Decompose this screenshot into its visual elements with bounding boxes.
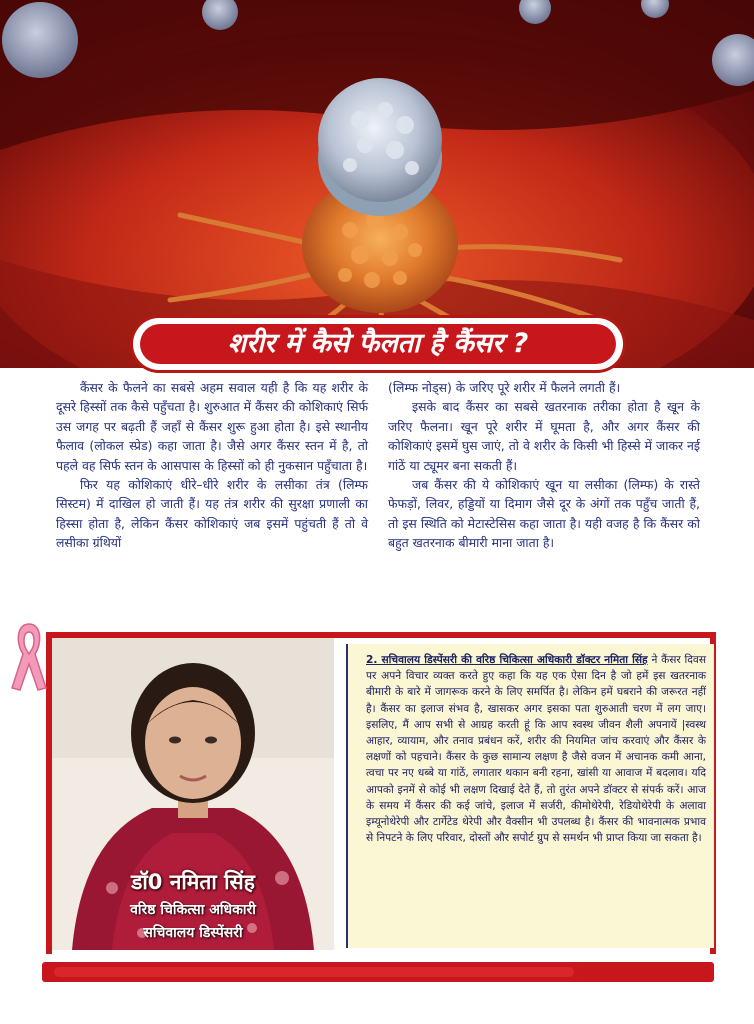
doctor-name: डॉ0 नमिता सिंह — [131, 870, 255, 894]
hero-illustration — [0, 0, 754, 368]
pink-ribbon-icon — [6, 618, 52, 692]
quote-box — [346, 644, 714, 948]
paragraph: कैंसर के फैलने का सबसे अहम सवाल यही है कि यह शरीर के दूसरे हिस्सों तक कैसे पहुँचता है। शुरुआत में कैंसर की कोशिकाएं सिर्फ उस जगह पर बढ़ती हैं जहाँ से कैंसर शुरू हुआ होता है। इसे स्थानीय फैलाव (लोकल स्प्रेड) कहा जाता है। जैसे अगर कैंसर स्तन में है, तो पहले वह सिर्फ स्तन के आसपास के हिस्सों को ही नुकसान पहुँचाता है। — [56, 380, 368, 473]
doctor-photo — [52, 638, 334, 950]
footer-bar-highlight — [54, 967, 574, 977]
article-right-column — [388, 378, 700, 553]
article-title: शरीर में कैसे फैलता है कैंसर ? — [140, 324, 616, 364]
cancer-cell-illustration — [0, 0, 754, 368]
paragraph: फिर यह कोशिकाएं धीरे–धीरे शरीर के लसीका तंत्र (लिम्फ सिस्टम) में दाखिल हो जाती हैं। यह तंत्र शरीर की सुरक्षा प्रणाली का हिस्सा होता है, लेकिन कैंसर कोशिकाएं जब इसमें पहुंचती हैं तो वे लसीका ग्रंथियों — [56, 477, 368, 551]
doctor-office: सचिवालय डिस्पेंसरी — [143, 925, 243, 941]
article-left-column — [56, 378, 368, 553]
quote-body: ने कैंसर दिवस पर अपने विचार व्यक्त करते हुए कहा कि यह एक ऐसा दिन है जो हमें इस खतरनाक बीमारी के बारे में जागरूक करने के लिए समर्पित है। लेकिन हमें घबराने की जरूरत नहीं है। कैंसर का इलाज संभव है, खासकर अगर इसका पता शुरुआती चरण में लग जाए। इसलिए, मैं आप सभी से आग्रह करती हूं कि आप स्वस्थ जीवन शैली अपनायें |स्वस्थ आहार, व्यायाम, और तनाव प्रबंधन करें, शरीर की नियमित जांच करवाएं और कैंसर के लक्षणों को पहचाने। कैंसर के कुछ सामान्य लक्षण है जैसे वजन में अचानक कमी आना, त्वचा पर नए धब्बे या गांठें, लगातार थकान बनी रहना, खांसी या आवाज में बदलाव। यदि आपको इनमें से कोई भी लक्षण दिखाई देते हैं, तो तुरंत अपने डॉक्टर से संपर्क करें। आज के समय में कैंसर की कई जांचे, इलाज में सर्जरी, कीमोथेरेपी, रेडियोथेरेपी के अलावा इम्यूनोथेरेपी और टार्गेटेड थेरेपी और वैक्सीन भी उपलब्ध है। कैंसर की भावनात्मक प्रभाव से निपटने के लिए परिवार, दोस्तों और सपोर्ट ग्रुप से समर्थन भी प्राप्त किया जा सकता है। — [366, 654, 706, 845]
paragraph-continuation: (लिम्फ नोड्स) के जरिए पूरे शरीर में फैलने लगती हैं। — [388, 380, 621, 395]
doctor-designation: वरिष्ठ चिकित्सा अधिकारी — [130, 902, 256, 918]
quote-text — [366, 652, 706, 846]
quote-lead: 2. सचिवालय डिस्पेंसरी की वरिष्ठ चिकित्सा अधिकारी डॉक्टर नमिता सिंह — [366, 654, 648, 666]
paragraph: जब कैंसर की ये कोशिकाएं खून या लसीका (लिम्फ) के रास्ते फेफड़ों, लिवर, हड्डियों या दिमाग जैसे दूर के अंगों तक पहुँच जाती हैं, तो इस स्थिति को मेटास्टेसिस कहा जाता है। यही वजह है कि कैंसर को बहुत खतरनाक बीमारी माना जाता है। — [388, 477, 700, 551]
paragraph: इसके बाद कैंसर का सबसे खतरनाक तरीका होता है खून के जरिए फैलना। खून पूरे शरीर में घूमता है, और अगर कैंसर की कोशिकाएं इसमें घुस जाएं, तो वे शरीर के किसी भी हिस्से में जाकर नई गांठें या ट्यूमर बना सकती हैं। — [388, 399, 700, 473]
